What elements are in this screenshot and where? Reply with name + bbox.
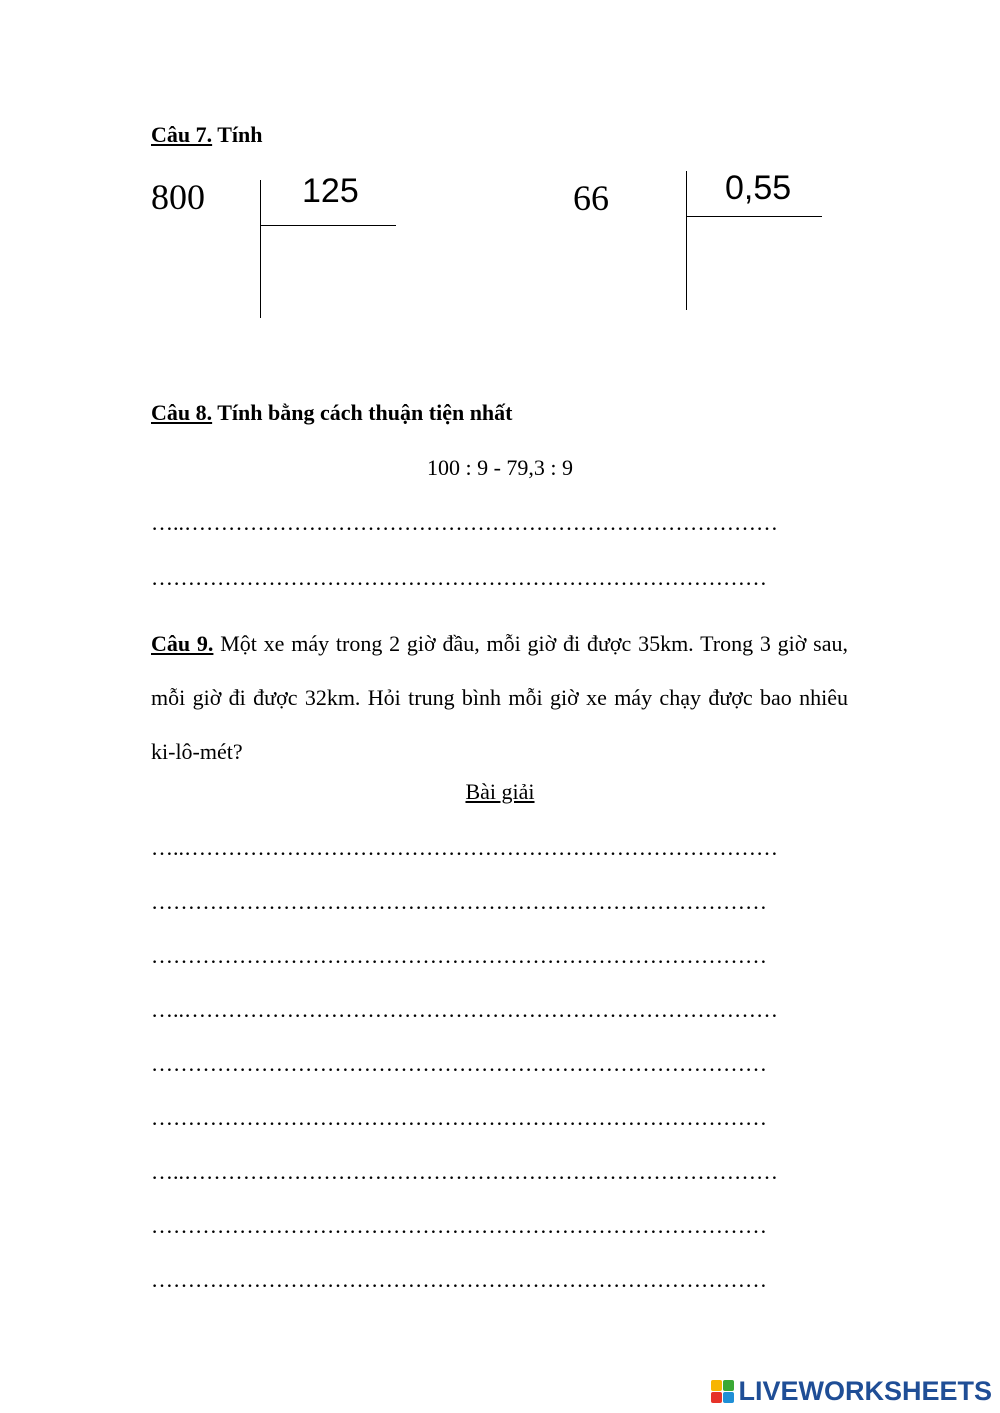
- q9-paragraph: [151, 617, 848, 779]
- q9-text: Một xe máy trong 2 giờ đầu, mỗi giờ đi được 35km. Trong 3 giờ sau, mỗi giờ đi được 32km. Hỏi trung bình mỗi giờ xe máy chạy được bao nhiêu ki-lô-mét?: [151, 631, 849, 764]
- q9-answer-line[interactable]: …..………………………………………………………………………: [151, 1159, 778, 1184]
- division1-horizontal-line: [260, 225, 396, 226]
- q9-answer-line[interactable]: …………………………………………………………………………: [151, 1105, 767, 1130]
- q9-answer-line[interactable]: …………………………………………………………………………: [151, 889, 767, 914]
- q9-solution-title: Bài giải: [465, 779, 535, 804]
- division2-vertical-line: [686, 171, 687, 310]
- q9-answer-line[interactable]: …..………………………………………………………………………: [151, 835, 778, 860]
- division2-divisor: 0,55: [725, 169, 792, 207]
- q9-answer-line[interactable]: …………………………………………………………………………: [151, 1213, 767, 1238]
- q7-label: Câu 7.: [151, 122, 213, 147]
- q8-heading: [151, 400, 513, 426]
- division2-dividend: 66: [573, 178, 609, 218]
- division1-vertical-line: [260, 180, 261, 318]
- q8-answer-line[interactable]: …………………………………………………………………………: [151, 565, 767, 590]
- q8-answer-line[interactable]: …..………………………………………………………………………: [151, 510, 778, 535]
- q9-answer-line[interactable]: …………………………………………………………………………: [151, 1051, 767, 1076]
- liveworksheets-logo[interactable]: [711, 1376, 992, 1407]
- liveworksheets-logo-icon: [711, 1380, 734, 1403]
- q9-answer-line[interactable]: …………………………………………………………………………: [151, 1267, 767, 1292]
- logo-square-green: [723, 1380, 734, 1391]
- q7-title: Tính: [217, 122, 263, 147]
- q8-title: Tính bằng cách thuận tiện nhất: [217, 400, 513, 425]
- q9-answer-line[interactable]: …..………………………………………………………………………: [151, 997, 778, 1022]
- q7-heading: [151, 122, 263, 148]
- logo-square-yellow: [711, 1380, 722, 1391]
- q8-label: Câu 8.: [151, 400, 213, 425]
- q9-answer-line[interactable]: …………………………………………………………………………: [151, 943, 767, 968]
- division1-dividend: 800: [151, 177, 205, 217]
- q9-label: Câu 9.: [151, 631, 214, 656]
- logo-square-blue: [723, 1392, 734, 1403]
- division1-divisor: 125: [302, 172, 359, 210]
- brand-name: LIVEWORKSHEETS: [738, 1376, 992, 1406]
- q8-expression: 100 : 9 - 79,3 : 9: [426, 455, 574, 480]
- division2-horizontal-line: [686, 216, 822, 217]
- logo-square-red: [711, 1392, 722, 1403]
